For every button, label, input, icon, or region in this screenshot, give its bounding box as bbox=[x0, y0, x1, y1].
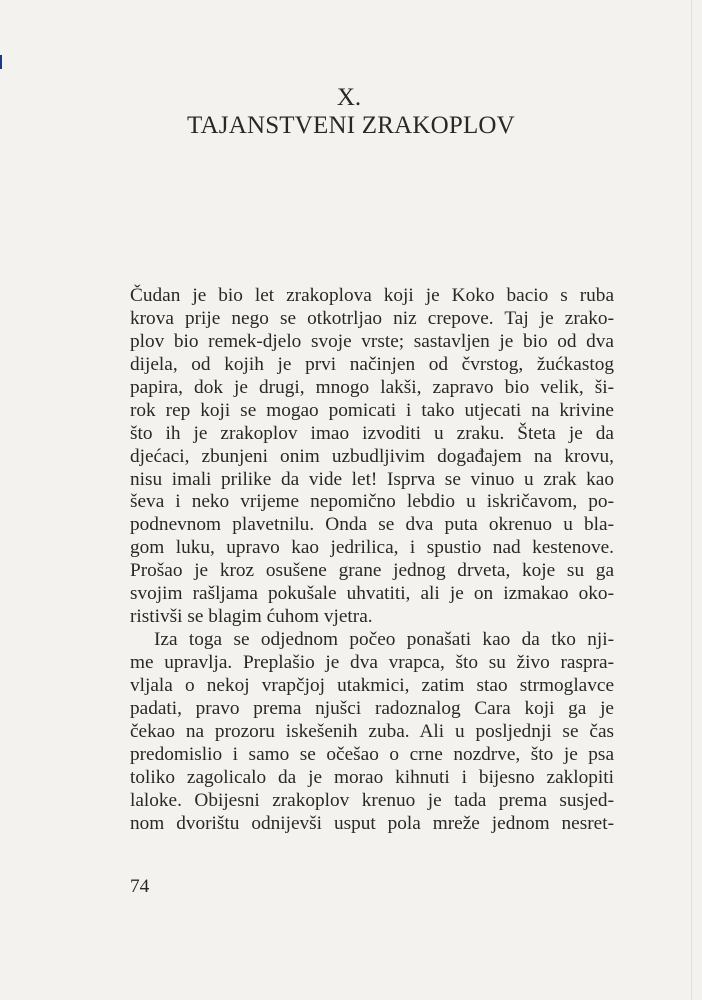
text-line: vljala o nekoj vrapčjoj utakmici, zatim stao strmoglavce bbox=[130, 674, 614, 696]
text-line: laloke. Obijesni zrakoplov krenuo je tada prema susjed- bbox=[130, 789, 614, 811]
text-line: plov bio remek-djelo svoje vrste; sastavljen je bio od dva bbox=[130, 330, 614, 352]
text-line: Prošao je kroz osušene grane jednog drveta, koje su ga bbox=[130, 560, 614, 582]
text-line: što ih je zrakoplov imao izvoditi u zraku. Šteta je da bbox=[130, 422, 614, 444]
text-line: Iza toga se odjednom počeo ponašati kao da tko nji- bbox=[154, 629, 614, 651]
text-line: dijela, od kojih je prvi načinjen od čvrstog, žućkastog bbox=[130, 353, 614, 375]
text-line: nisu imali prilike da vide let! Isprva se vinuo u zrak kao bbox=[130, 468, 614, 490]
text-line: krova prije nego se otkotrljao niz crepove. Taj je zrako- bbox=[130, 307, 614, 329]
page-number: 74 bbox=[130, 876, 150, 897]
text-line: Čudan je bio let zrakoplova koji je Koko bacio s ruba bbox=[130, 285, 614, 306]
text-line: gom luku, upravo kao jedrilica, i spustio nad kestenove. bbox=[130, 537, 614, 559]
text-line: predomislio i samo se očešao o crne nozdrve, što je psa bbox=[130, 743, 614, 765]
scan-edge-mark bbox=[0, 55, 2, 69]
chapter-number: X. bbox=[336, 84, 362, 111]
chapter-title: TAJANSTVENI ZRAKOPLOV bbox=[187, 112, 515, 139]
text-line: podnevnom plavetnilu. Onda se dva puta okrenuo u bla- bbox=[130, 514, 614, 536]
text-line: svojim rašljama pokušale uhvatiti, ali je on izmakao oko- bbox=[130, 583, 614, 605]
text-line: rok rep koji se mogao pomicati i tako utjecati na krivine bbox=[130, 399, 614, 421]
text-line: nom dvorištu odnijevši usput pola mreže jednom nesret- bbox=[130, 812, 614, 834]
page-edge-shadow bbox=[691, 0, 692, 1000]
text-line: me upravlja. Preplašio je dva vrapca, što su živo raspra- bbox=[130, 652, 614, 673]
text-line: djećaci, zbunjeni onim uzbudljivim događajem na krovu, bbox=[130, 445, 614, 467]
text-line: padati, pravo prema njušci radoznalog Cara koji ga je bbox=[130, 697, 614, 719]
text-line: papira, dok je drugi, mnogo lakši, zapravo bio velik, ši- bbox=[130, 376, 614, 398]
text-line: toliko zagolicalo da je morao kihnuti i bijesno zaklopiti bbox=[130, 766, 614, 788]
text-line: ristivši se blagim ćuhom vjetra. bbox=[130, 606, 373, 628]
text-line: ševa i neko vrijeme nepomično lebdio u iskričavom, po- bbox=[130, 491, 614, 513]
body-text bbox=[130, 285, 614, 836]
text-line: čekao na prozoru iskešenih zuba. Ali u posljednji se čas bbox=[130, 720, 614, 742]
